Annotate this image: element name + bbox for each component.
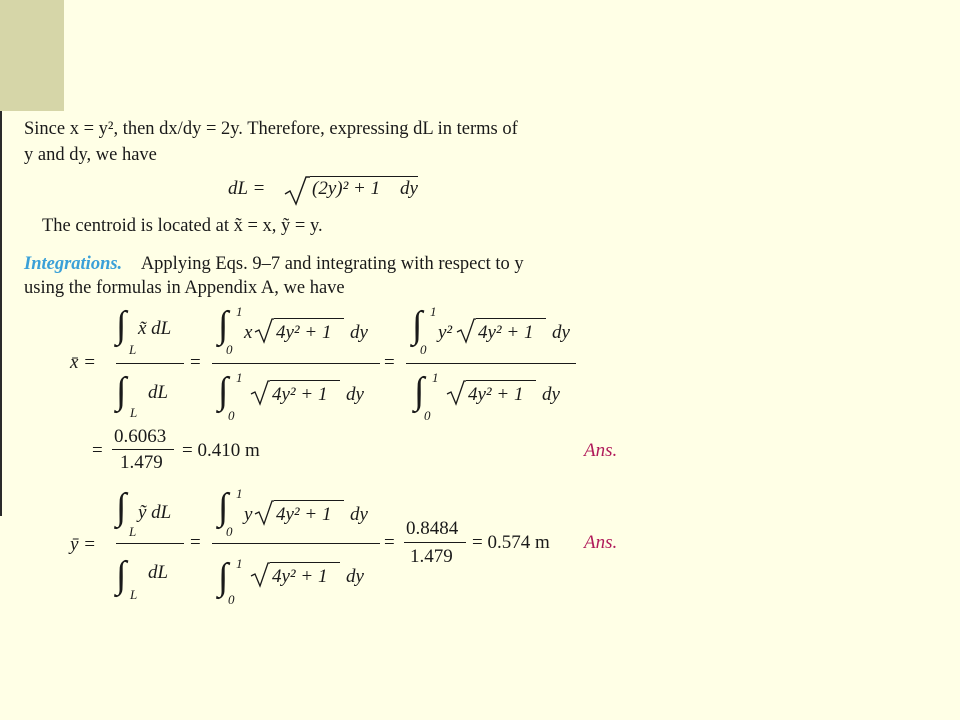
fraction-bar xyxy=(212,363,380,364)
ybar-result-den: 1.479 xyxy=(410,546,453,567)
sqrt-icon xyxy=(250,380,270,406)
xbar-ans: Ans. xyxy=(584,440,618,461)
limit-L: L xyxy=(129,524,137,539)
ybar-den2-rad: 4y² + 1 xyxy=(272,566,328,587)
fraction-bar xyxy=(112,449,174,450)
limit-upper: 1 xyxy=(432,370,439,385)
xbar-result-num: 0.6063 xyxy=(114,426,167,447)
equals-sign: = xyxy=(190,532,201,553)
xbar-den3-rad: 4y² + 1 xyxy=(468,384,524,405)
intro-line-2: y and dy, we have xyxy=(24,145,157,165)
integral-sign: ∫ xyxy=(116,486,127,528)
limit-upper: 1 xyxy=(236,370,243,385)
xbar-num2-pre: x xyxy=(244,322,253,343)
integral-sign: ∫ xyxy=(412,304,423,346)
ybar-lhs: ȳ = xyxy=(70,534,97,555)
equals-sign: = xyxy=(384,532,395,553)
ybar-den2-tail: dy xyxy=(346,566,364,587)
corner-decoration xyxy=(0,0,64,111)
xbar-den2-rad: 4y² + 1 xyxy=(272,384,328,405)
xbar-result-value: = 0.410 m xyxy=(182,440,260,461)
ybar-num1: ỹ dL xyxy=(138,502,172,523)
integral-sign: ∫ xyxy=(116,554,127,596)
fraction-bar xyxy=(116,543,184,544)
sqrt-icon xyxy=(250,562,270,588)
limit-upper: 1 xyxy=(236,304,243,319)
left-border-rule xyxy=(0,111,2,516)
integral-sign: ∫ xyxy=(116,370,127,412)
ybar-num2-rad: 4y² + 1 xyxy=(276,504,332,525)
integral-sign: ∫ xyxy=(218,370,229,412)
fraction-bar xyxy=(116,363,184,364)
intro-line-1: Since x = y², then dx/dy = 2y. Therefore, expressing dL in terms of xyxy=(24,119,518,139)
sqrt-icon xyxy=(254,500,274,526)
xbar-result-den: 1.479 xyxy=(120,452,163,473)
fraction-bar xyxy=(212,543,380,544)
limit-lower: 0 xyxy=(420,342,427,357)
ybar-ans: Ans. xyxy=(584,532,618,553)
limit-upper: 1 xyxy=(236,486,243,501)
xbar-den2-tail: dy xyxy=(346,384,364,405)
integrations-heading: Integrations. xyxy=(24,254,123,274)
xbar-den3-tail: dy xyxy=(542,384,560,405)
limit-lower: 0 xyxy=(424,408,431,423)
ybar-den1: dL xyxy=(148,562,169,583)
limit-lower: 0 xyxy=(226,524,233,539)
integrations-line-2: using the formulas in Appendix A, we have xyxy=(24,278,345,298)
limit-lower: 0 xyxy=(226,342,233,357)
ybar-num2-pre: y xyxy=(244,504,253,525)
limit-upper: 1 xyxy=(236,556,243,571)
integral-sign: ∫ xyxy=(116,304,127,346)
integrations-line-1 xyxy=(24,252,524,276)
xbar-num3-rad: 4y² + 1 xyxy=(478,322,534,343)
limit-L: L xyxy=(130,405,138,420)
ybar-result-value: = 0.574 m xyxy=(472,532,550,553)
fraction-bar xyxy=(404,542,466,543)
integral-sign: ∫ xyxy=(414,370,425,412)
xbar-num3-pre: y² xyxy=(438,322,453,343)
sqrt-icon xyxy=(446,380,466,406)
equals-sign: = xyxy=(384,352,395,373)
integral-sign: ∫ xyxy=(218,486,229,528)
sqrt-icon xyxy=(456,318,476,344)
limit-lower: 0 xyxy=(228,592,235,607)
dl-lhs: dL = xyxy=(228,178,266,199)
xbar-den1: dL xyxy=(148,382,169,403)
xbar-num1: x̃ dL xyxy=(138,318,172,339)
dl-tail: dy xyxy=(400,178,418,199)
integral-sign: ∫ xyxy=(218,304,229,346)
ybar-result-num: 0.8484 xyxy=(406,518,459,539)
limit-upper: 1 xyxy=(430,304,437,319)
equals-sign: = xyxy=(92,440,103,461)
integral-sign: ∫ xyxy=(218,556,229,598)
fraction-bar xyxy=(406,363,576,364)
sqrt-icon xyxy=(284,176,310,206)
xbar-num3-tail: dy xyxy=(552,322,570,343)
limit-L: L xyxy=(129,342,137,357)
centroid-line: The centroid is located at x̃ = x, ỹ = y. xyxy=(42,216,323,236)
equals-sign: = xyxy=(190,352,201,373)
limit-L: L xyxy=(130,587,138,602)
dl-radicand: (2y)² + 1 xyxy=(312,178,381,199)
integrations-text-1: Applying Eqs. 9–7 and integrating with respect to y xyxy=(140,254,524,274)
dl-equation xyxy=(228,176,428,206)
xbar-num2-rad: 4y² + 1 xyxy=(276,322,332,343)
limit-lower: 0 xyxy=(228,408,235,423)
ybar-num2-tail: dy xyxy=(350,504,368,525)
sqrt-icon xyxy=(254,318,274,344)
xbar-num2-tail: dy xyxy=(350,322,368,343)
xbar-lhs: x̄ = xyxy=(70,352,97,373)
